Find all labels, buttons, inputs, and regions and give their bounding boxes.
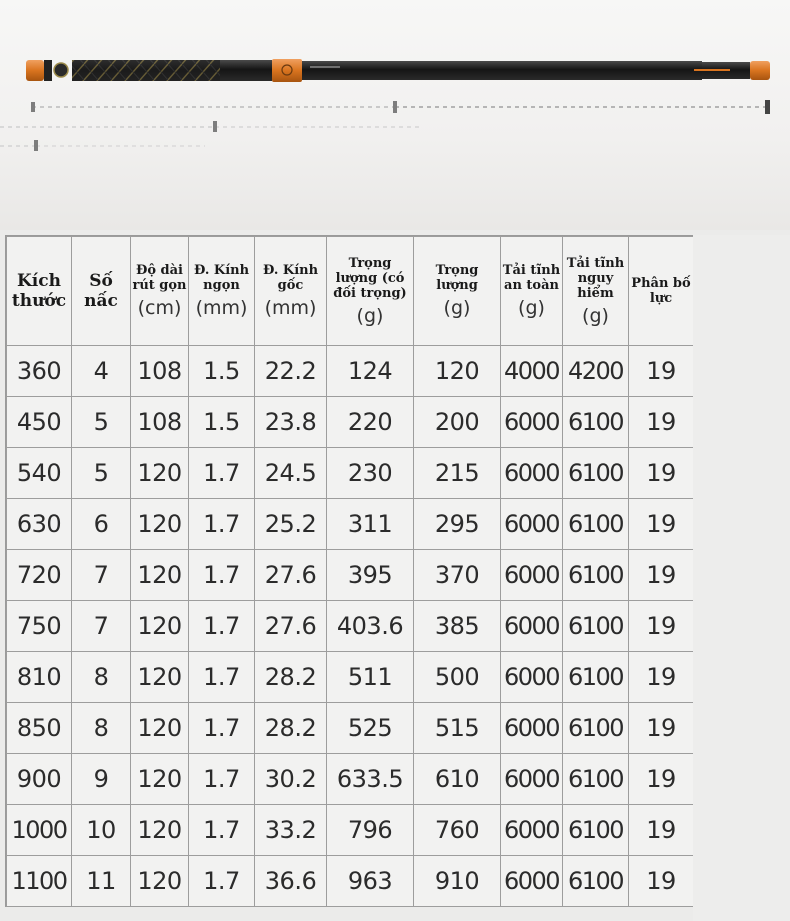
cell-weight-counterweight: 511 (327, 652, 414, 703)
cell-safe-load: 6000 (501, 856, 563, 907)
cell-safe-load: 6000 (501, 448, 563, 499)
header-unit: (mm) (264, 297, 317, 319)
cell-size: 850 (7, 703, 72, 754)
cell-force-distribution: 19 (629, 652, 694, 703)
right-margin (693, 235, 790, 921)
cell-weight: 500 (414, 652, 501, 703)
header-unit: (g) (582, 304, 609, 327)
cell-size: 750 (7, 601, 72, 652)
cell-base-diameter: 22.2 (255, 346, 327, 397)
rod-body (26, 59, 770, 82)
cell-sections: 8 (72, 652, 131, 703)
fishing-rod-illustration (0, 0, 790, 230)
cell-weight: 215 (414, 448, 501, 499)
header-unit: (cm) (137, 297, 182, 319)
cell-base-diameter: 28.2 (255, 652, 327, 703)
cell-sections: 5 (72, 397, 131, 448)
table-row (7, 856, 694, 907)
cell-collapsed-length: 120 (131, 703, 189, 754)
cell-sections: 6 (72, 499, 131, 550)
cell-size: 360 (7, 346, 72, 397)
cell-sections: 5 (72, 448, 131, 499)
col-header-size (7, 237, 72, 346)
header-label: Kích thước (11, 271, 67, 311)
cell-weight-counterweight: 963 (327, 856, 414, 907)
header-unit: (g) (518, 297, 545, 319)
col-header-collapsed-length (131, 237, 189, 346)
cell-force-distribution: 19 (629, 856, 694, 907)
cell-base-diameter: 36.6 (255, 856, 327, 907)
cell-force-distribution: 19 (629, 703, 694, 754)
cell-force-distribution: 19 (629, 550, 694, 601)
cell-base-diameter: 23.8 (255, 397, 327, 448)
col-header-danger-load (563, 237, 629, 346)
cell-weight-counterweight: 395 (327, 550, 414, 601)
cell-base-diameter: 24.5 (255, 448, 327, 499)
cell-danger-load: 6100 (563, 448, 629, 499)
col-header-force-distribution (629, 237, 694, 346)
cell-weight: 295 (414, 499, 501, 550)
cell-safe-load: 6000 (501, 397, 563, 448)
cell-force-distribution: 19 (629, 499, 694, 550)
cell-weight-counterweight: 230 (327, 448, 414, 499)
cell-sections: 7 (72, 601, 131, 652)
header-label: Đ. Kính ngọn (193, 263, 250, 293)
cell-size: 720 (7, 550, 72, 601)
cell-weight: 610 (414, 754, 501, 805)
col-header-tip-diameter (189, 237, 255, 346)
cell-size: 540 (7, 448, 72, 499)
cell-tip-diameter: 1.7 (189, 550, 255, 601)
cell-collapsed-length: 120 (131, 601, 189, 652)
cell-weight-counterweight: 525 (327, 703, 414, 754)
cell-sections: 7 (72, 550, 131, 601)
cell-weight: 515 (414, 703, 501, 754)
col-header-weight (414, 237, 501, 346)
cell-collapsed-length: 120 (131, 550, 189, 601)
col-header-safe-load (501, 237, 563, 346)
header-label: Tải tĩnh nguy hiểm (566, 255, 625, 301)
cell-tip-diameter: 1.7 (189, 703, 255, 754)
spec-table (5, 235, 694, 907)
cell-base-diameter: 25.2 (255, 499, 327, 550)
table-header-row (7, 237, 694, 346)
cell-force-distribution: 19 (629, 754, 694, 805)
header-label: Trọng lượng (có đối trọng) (333, 255, 407, 301)
cell-danger-load: 6100 (563, 754, 629, 805)
product-image-area (0, 0, 790, 230)
cell-force-distribution: 19 (629, 601, 694, 652)
cell-danger-load: 6100 (563, 703, 629, 754)
cell-size: 1100 (7, 856, 72, 907)
cell-weight: 200 (414, 397, 501, 448)
cell-weight: 370 (414, 550, 501, 601)
cell-safe-load: 6000 (501, 499, 563, 550)
cell-weight-counterweight: 220 (327, 397, 414, 448)
cell-sections: 4 (72, 346, 131, 397)
cell-weight: 385 (414, 601, 501, 652)
cell-base-diameter: 28.2 (255, 703, 327, 754)
cell-danger-load: 6100 (563, 856, 629, 907)
cell-tip-diameter: 1.5 (189, 397, 255, 448)
cell-safe-load: 6000 (501, 652, 563, 703)
cell-collapsed-length: 120 (131, 652, 189, 703)
cell-safe-load: 4000 (501, 346, 563, 397)
table-row (7, 601, 694, 652)
cell-safe-load: 6000 (501, 754, 563, 805)
cell-size: 450 (7, 397, 72, 448)
header-unit: (g) (356, 304, 384, 327)
cell-weight-counterweight: 403.6 (327, 601, 414, 652)
header-label: Tải tĩnh an toàn (502, 263, 561, 293)
cell-sections: 10 (72, 805, 131, 856)
header-unit: (g) (443, 297, 471, 319)
cell-weight-counterweight: 311 (327, 499, 414, 550)
table-row (7, 652, 694, 703)
cell-force-distribution: 19 (629, 805, 694, 856)
cell-tip-diameter: 1.7 (189, 601, 255, 652)
col-header-base-diameter (255, 237, 327, 346)
cell-tip-diameter: 1.7 (189, 652, 255, 703)
table-row (7, 703, 694, 754)
cell-base-diameter: 27.6 (255, 601, 327, 652)
cell-sections: 11 (72, 856, 131, 907)
col-header-sections (72, 237, 131, 346)
cell-collapsed-length: 108 (131, 397, 189, 448)
cell-danger-load: 6100 (563, 499, 629, 550)
cell-weight-counterweight: 633.5 (327, 754, 414, 805)
cell-weight: 760 (414, 805, 501, 856)
cell-weight-counterweight: 796 (327, 805, 414, 856)
cell-tip-diameter: 1.7 (189, 754, 255, 805)
cell-tip-diameter: 1.7 (189, 805, 255, 856)
rod-sections (0, 107, 768, 146)
cell-sections: 9 (72, 754, 131, 805)
cell-force-distribution: 19 (629, 346, 694, 397)
cell-collapsed-length: 120 (131, 856, 189, 907)
table-row (7, 448, 694, 499)
cell-weight: 910 (414, 856, 501, 907)
header-label: Độ dài rút gọn (132, 263, 187, 293)
cell-collapsed-length: 108 (131, 346, 189, 397)
cell-safe-load: 6000 (501, 805, 563, 856)
cell-base-diameter: 27.6 (255, 550, 327, 601)
cell-tip-diameter: 1.5 (189, 346, 255, 397)
cell-tip-diameter: 1.7 (189, 499, 255, 550)
table-row (7, 346, 694, 397)
cell-size: 810 (7, 652, 72, 703)
table-row (7, 397, 694, 448)
cell-size: 900 (7, 754, 72, 805)
col-header-weight-counterweight (327, 237, 414, 346)
cell-tip-diameter: 1.7 (189, 856, 255, 907)
cell-size: 630 (7, 499, 72, 550)
cell-danger-load: 6100 (563, 601, 629, 652)
cell-danger-load: 6100 (563, 550, 629, 601)
cell-danger-load: 4200 (563, 346, 629, 397)
header-label: Số nấc (84, 271, 118, 311)
cell-safe-load: 6000 (501, 550, 563, 601)
cell-size: 1000 (7, 805, 72, 856)
header-unit: (mm) (195, 297, 248, 319)
table-row (7, 550, 694, 601)
cell-tip-diameter: 1.7 (189, 448, 255, 499)
cell-danger-load: 6100 (563, 397, 629, 448)
cell-force-distribution: 19 (629, 448, 694, 499)
cell-weight-counterweight: 124 (327, 346, 414, 397)
cell-safe-load: 6000 (501, 601, 563, 652)
table-row (7, 805, 694, 856)
table-row (7, 499, 694, 550)
cell-force-distribution: 19 (629, 397, 694, 448)
cell-base-diameter: 33.2 (255, 805, 327, 856)
cell-danger-load: 6100 (563, 652, 629, 703)
cell-sections: 8 (72, 703, 131, 754)
cell-collapsed-length: 120 (131, 448, 189, 499)
cell-danger-load: 6100 (563, 805, 629, 856)
cell-collapsed-length: 120 (131, 805, 189, 856)
header-label: Đ. Kính gốc (262, 263, 319, 293)
cell-safe-load: 6000 (501, 703, 563, 754)
table-row (7, 754, 694, 805)
cell-weight: 120 (414, 346, 501, 397)
header-label: Trọng lượng (435, 263, 479, 293)
cell-base-diameter: 30.2 (255, 754, 327, 805)
cell-collapsed-length: 120 (131, 499, 189, 550)
cell-collapsed-length: 120 (131, 754, 189, 805)
header-label: Phân bố lực (631, 276, 691, 306)
